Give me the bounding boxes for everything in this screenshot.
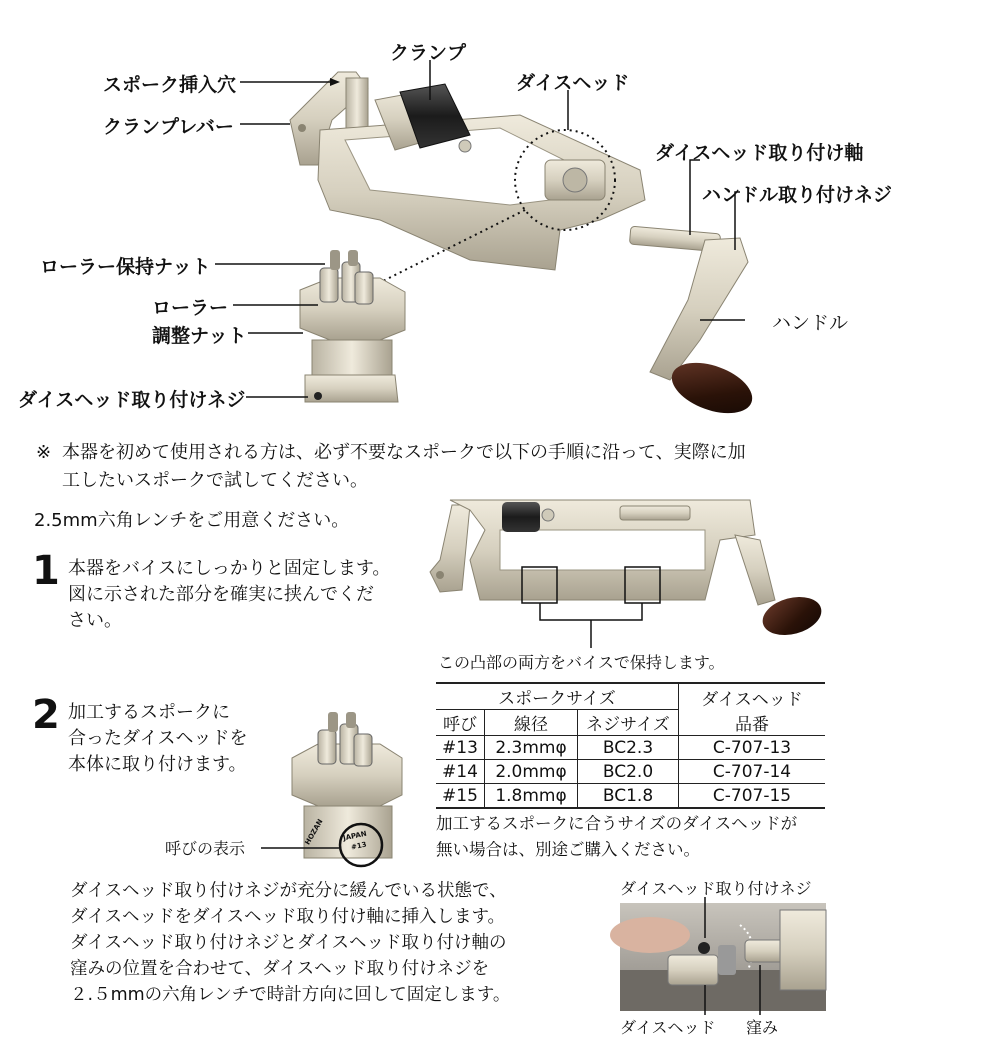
step-2-number: 2 (32, 692, 60, 738)
step2-die-head-illustration (261, 712, 402, 866)
table-note-line-2: 無い場合は、別途ご購入ください。 (436, 840, 700, 859)
label-die-head: ダイスヘッド (516, 72, 630, 94)
photo-label-die-head: ダイスヘッド (620, 1018, 716, 1037)
vise-diagram-illustration (430, 500, 826, 648)
table-row (436, 784, 825, 809)
table-row (436, 736, 825, 760)
notice-line-2: 工したいスポークで試してください。 (62, 470, 368, 491)
table-header-nominal: 呼び (436, 710, 485, 736)
label-roller: ローラー (152, 297, 229, 319)
install-line-1: ダイスヘッド取り付けネジが充分に緩んでいる状態で、 (70, 881, 507, 901)
table-cell: #15 (436, 784, 485, 809)
die-head-closeup-illustration (300, 250, 405, 402)
label-clamp: クランプ (390, 42, 467, 64)
photo-label-recess: 窪み (746, 1018, 779, 1037)
label-adjust-nut: 調整ナット (152, 325, 247, 347)
label-die-head-shaft: ダイスヘッド取り付け軸 (655, 142, 864, 164)
brand-engraving: HOZAN (303, 817, 325, 847)
table-cell: 2.3mmφ (485, 736, 578, 760)
step-2-line-1: 加工するスポークに (68, 702, 230, 723)
step-2-line-3: 本体に取り付けます。 (68, 754, 247, 775)
vise-caption: この凸部の両方をバイスで保持します。 (438, 653, 725, 672)
nominal-size-callout: 呼びの表示 (165, 839, 246, 858)
notice-mark: ※ (36, 442, 52, 463)
install-line-3: ダイスヘッド取り付けネジとダイスヘッド取り付け軸の (70, 933, 507, 953)
table-group-header: スポークサイズ (436, 683, 679, 710)
step-1-number: 1 (32, 548, 60, 594)
photo-label-screw: ダイスヘッド取り付けネジ (620, 879, 812, 898)
table-cell: C-707-14 (679, 760, 826, 784)
table-cell: BC2.0 (578, 760, 679, 784)
label-spoke-hole: スポーク挿入穴 (103, 74, 237, 96)
step-1-line-3: さい。 (68, 610, 122, 631)
label-clamp-lever: クランプレバー (103, 116, 234, 138)
table-header-thread: ネジサイズ (578, 710, 679, 736)
label-handle: ハンドル (772, 312, 849, 334)
table-cell: #13 (436, 736, 485, 760)
label-roller-nut: ローラー保持ナット (40, 256, 211, 278)
table-col-die-head-line1: ダイスヘッド (701, 689, 803, 710)
table-col-die-head (679, 683, 826, 736)
prep-text: 2.5mm六角レンチをご用意ください。 (34, 510, 350, 531)
install-line-5: ２.５mmの六角レンチで時計方向に回して固定します。 (70, 985, 511, 1005)
install-photo-illustration (610, 897, 826, 1015)
table-cell: #14 (436, 760, 485, 784)
table-row (436, 760, 825, 784)
table-cell: 2.0mmφ (485, 760, 578, 784)
step-1-line-1: 本器をバイスにしっかりと固定します。 (68, 558, 391, 579)
table-cell: 1.8mmφ (485, 784, 578, 809)
label-handle-screw: ハンドル取り付けネジ (702, 184, 893, 206)
spoke-size-table (436, 682, 825, 809)
step-2-line-2: 合ったダイスヘッドを (68, 728, 248, 749)
install-line-2: ダイスヘッドをダイスヘッド取り付け軸に挿入します。 (70, 907, 506, 927)
engraving-size: #13 (350, 840, 368, 852)
table-col-die-head-line2: 品番 (735, 714, 769, 735)
step-1-line-2: 図に示された部分を確実に挟んでくだ (68, 584, 374, 605)
install-line-4: 窪みの位置を合わせて、ダイスヘッド取り付けネジを (70, 959, 490, 979)
table-cell: BC2.3 (578, 736, 679, 760)
engraving-japan: JAPAN (342, 829, 368, 843)
notice-line-1: 本器を初めて使用される方は、必ず不要なスポークで以下の手順に沿って、実際に加 (62, 442, 746, 463)
table-cell: C-707-13 (679, 736, 826, 760)
table-cell: BC1.8 (578, 784, 679, 809)
table-note-line-1: 加工するスポークに合うサイズのダイスヘッドが (436, 814, 798, 833)
label-die-head-screw: ダイスヘッド取り付けネジ (18, 389, 246, 411)
table-header-diameter: 線径 (485, 710, 578, 736)
table-cell: C-707-15 (679, 784, 826, 809)
